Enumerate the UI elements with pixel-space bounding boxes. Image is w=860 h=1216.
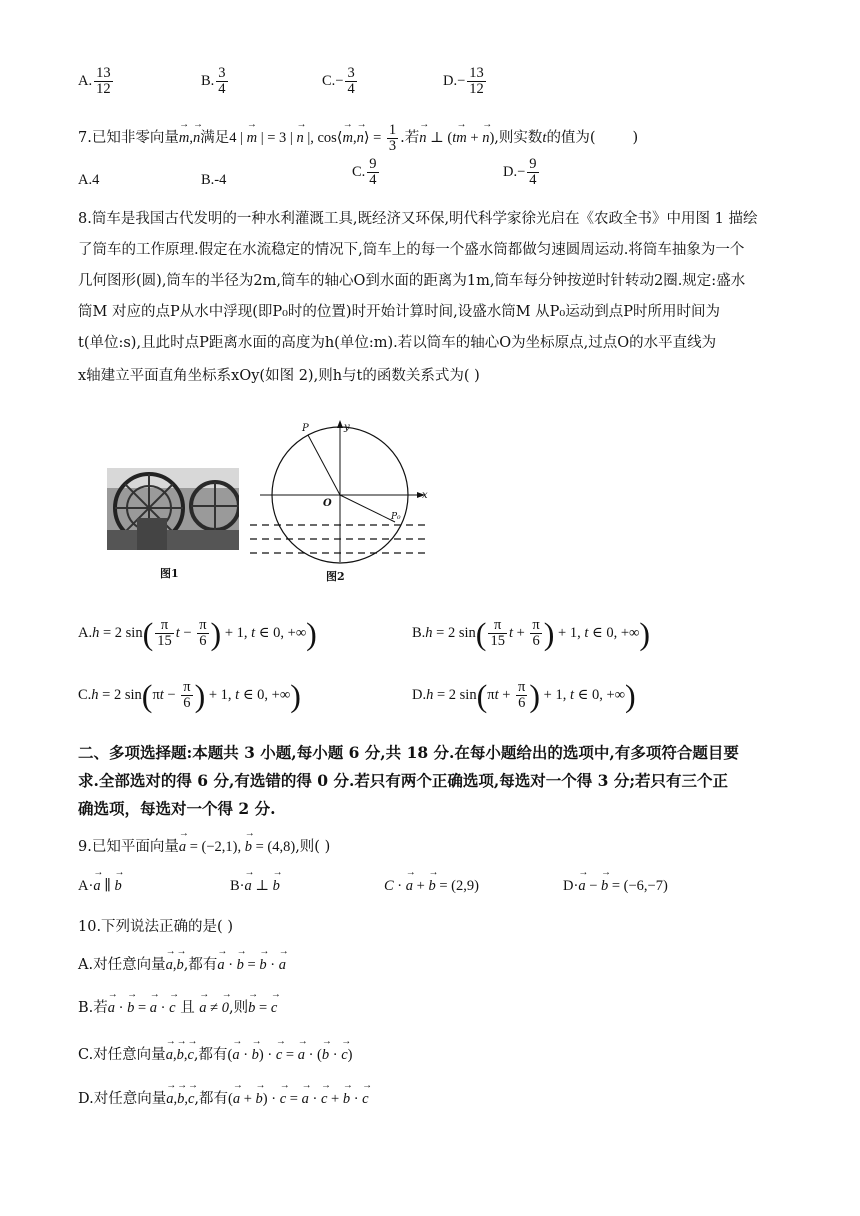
q10-option-d: D.对任意向量→ a,→ b,→ c,都有(→ a + → b) · → c = → a · → c + → b · → c xyxy=(78,1087,369,1108)
q8-line-4: 筒M 对应的点P从水中浮现(即P₀时的位置)时开始计算时间,设盛水筒M 从P₀运动到点P时所用时间为 xyxy=(78,304,720,320)
section2-line-2: 求.全部选对的得 6 分,有选错的得 0 分.若只有两个正确选项,每选对一个得 3 分;若只有三个正 xyxy=(78,771,729,790)
fig2-label-y: y xyxy=(344,422,350,433)
section2-line-1: 二、多项选择题:本题共 3 小题,每小题 6 分,共 18 分.在每小题给出的选项中,有多项符合题目要 xyxy=(78,743,739,762)
q10-stem: 10.下列说法正确的是( ) xyxy=(78,919,233,935)
q8-line-1: 8.筒车是我国古代发明的一种水利灌溉工具,既经济又环保,明代科学家徐光启在《农政全书》中用图 1 描绘 xyxy=(78,211,758,227)
q8-line-5: t(单位:s),且此时点P距离水面的高度为h(单位:m).若以筒车的轴心O为坐标原点,过点O的水平直线为 xyxy=(78,335,717,351)
q7-option-b: B.-4 xyxy=(201,172,227,188)
q6-option-d: D.− $\frac{13}{12}$ xyxy=(443,65,484,98)
q6-option-c: C.− $\frac{3}{4}$ xyxy=(322,65,355,98)
fig2-caption: 图2 xyxy=(326,570,345,583)
q10-option-b: B.若→ a · → b = → a · → c 且 → a ≠ → 0,则→ b = → c xyxy=(78,996,277,1017)
q10-option-a: A.对任意向量→ a,→ b,都有→ a · → b = → b · → a xyxy=(78,953,286,974)
fig2-label-p: P xyxy=(302,423,309,434)
q8-line-6: x轴建立平面直角坐标系xOy(如图 2),则h与t的函数关系式为( ) xyxy=(78,368,480,384)
section2-line-3: 确选项，每选对一个得 2 分. xyxy=(78,799,276,818)
q8-line-2: 了筒车的工作原理.假定在水流稳定的情况下,筒车上的每一个盛水筒都做匀速圆周运动.将筒车抽象为一个 xyxy=(78,242,745,258)
q10-option-c: C.对任意向量→ a,→ b,→ c,都有(→ a · → b) · → c = → a · (→ b · → c) xyxy=(78,1043,353,1064)
q9-option-d: D·→ a − → b = (−6,−7) xyxy=(563,878,668,895)
q7-option-c: C. $\frac{9}{4}$ xyxy=(352,156,377,189)
q8-option-d: D.h = 2 sin(πt + $\frac{\pi}{6}$ ) + 1, t ∈ 0, +∞) xyxy=(412,677,636,714)
q8-option-b: B.h = 2 sin( $\frac{\pi}{15}$ t + $\frac{\pi}{6}$ ) + 1, t ∈ 0, +∞) xyxy=(412,615,651,652)
q8-option-c: C.h = 2 sin(πt − $\frac{\pi}{6}$ ) + 1, t ∈ 0, +∞) xyxy=(78,677,301,714)
fig2-label-o: O xyxy=(323,498,332,509)
waterwheel-photo xyxy=(107,468,239,550)
q6-option-a: A. $\frac{13}{12}$ xyxy=(78,65,111,98)
fig2-label-p0: P₀ xyxy=(391,512,401,522)
q9-option-a: A·→ a ∥ → b xyxy=(78,878,122,895)
q9-stem: 9.已知平面向量→ a = (−2,1), → b = (4,8),则( ) xyxy=(78,835,330,856)
q7-option-d: D.− $\frac{9}{4}$ xyxy=(503,156,537,189)
q9-option-b: B·→ a ⊥ → b xyxy=(230,878,280,895)
fig1-caption: 图1 xyxy=(160,567,179,580)
fig2-label-x: x xyxy=(422,490,428,501)
q6-option-b: B. $\frac{3}{4}$ xyxy=(201,65,226,98)
q8-option-a: A.h = 2 sin( $\frac{\pi}{15}$ t − $\frac{\pi}{6}$ ) + 1, t ∈ 0, +∞) xyxy=(78,615,317,652)
q9-option-c: C · → a + → b = (2,9) xyxy=(384,878,479,895)
q7-stem: 7.已知非零向量→ m,→ n满足4 | → m | = 3 | → n |, cos⟨→ m,→ n⟩ = $\frac{1}{3}$ .若→ n ⊥ (t→ m + → n),则实数t的值为( ) xyxy=(78,123,638,154)
q7-option-a: A.4 xyxy=(78,172,100,188)
q8-line-3: 几何图形(圆),筒车的半径为2m,筒车的轴心O到水面的距离为1m,筒车每分钟按逆时针转动2圈.规定:盛水 xyxy=(78,273,746,289)
fig2-circle-diagram xyxy=(245,420,445,570)
